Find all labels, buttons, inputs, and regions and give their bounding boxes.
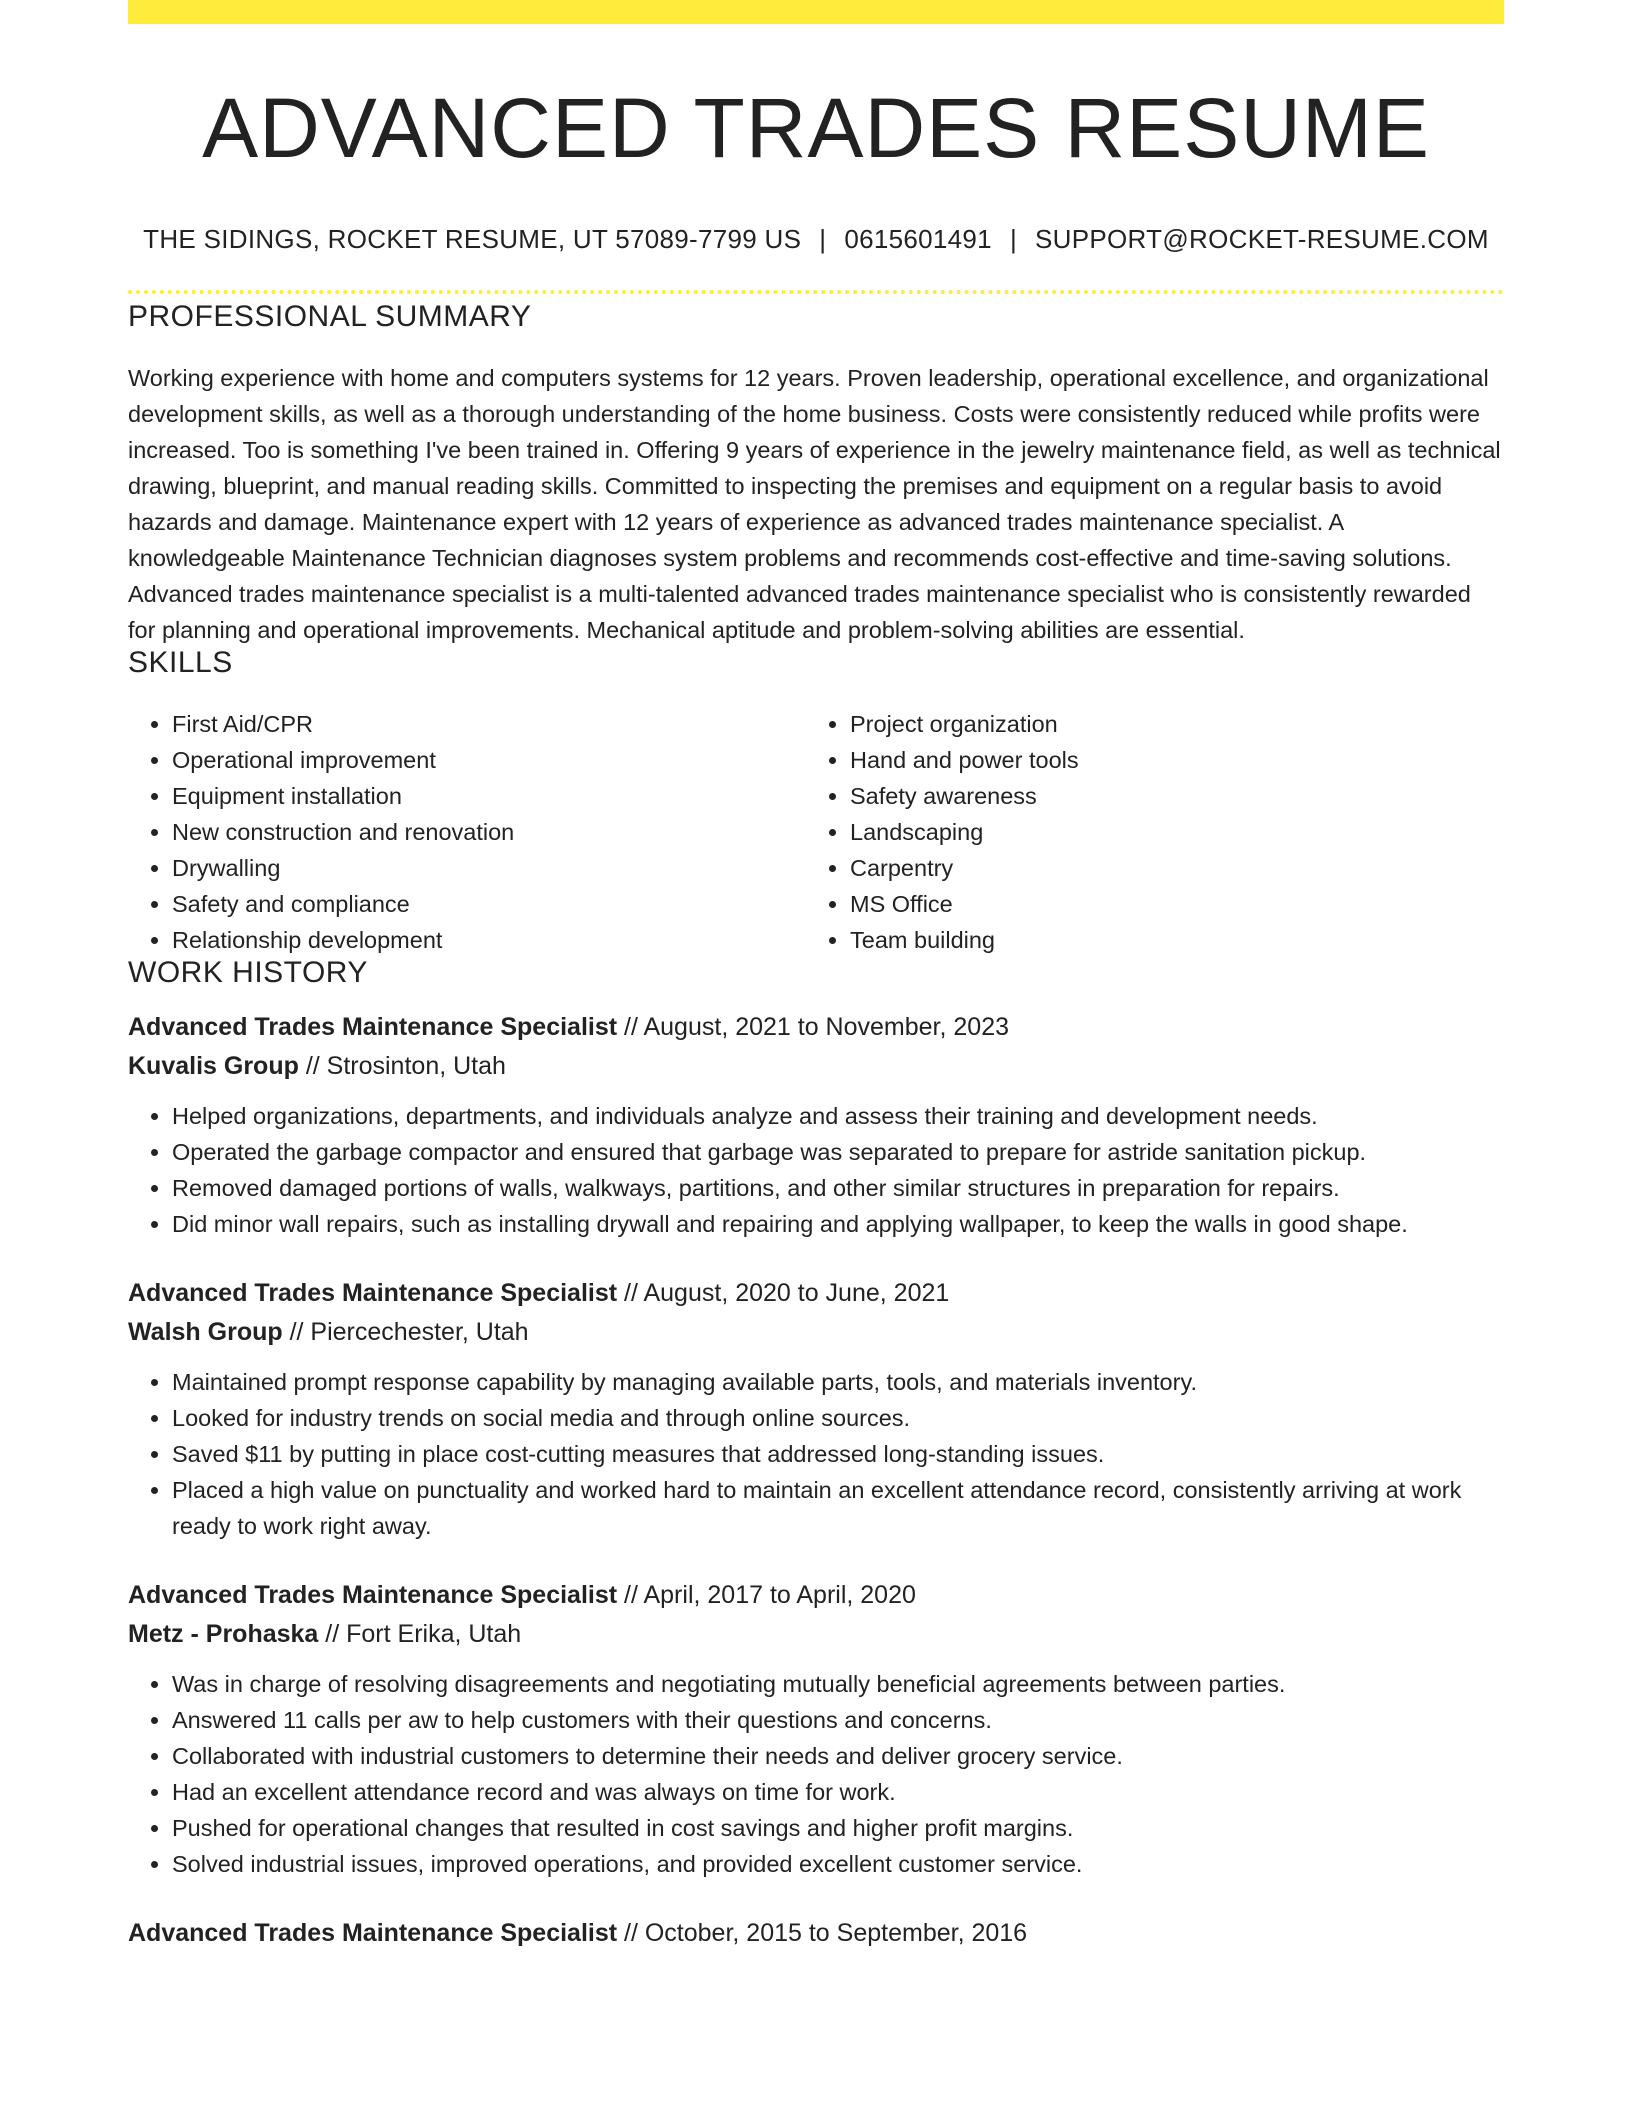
resume-title: ADVANCED TRADES RESUME xyxy=(202,81,1430,175)
job-company: Kuvalis Group xyxy=(128,1052,299,1080)
skill-item: • Safety and compliance xyxy=(172,886,806,922)
skill-item: • Equipment installation xyxy=(172,778,806,814)
job-bullets xyxy=(128,1364,1504,1544)
job-title: Advanced Trades Maintenance Specialist xyxy=(128,1013,618,1041)
job-location: // Fort Erika, Utah xyxy=(318,1620,522,1648)
job-bullet: • Solved industrial issues, improved operations, and provided excellent customer service. xyxy=(172,1846,1504,1882)
job-entry xyxy=(128,1576,1504,1882)
header-divider xyxy=(128,290,1504,294)
job-title: Advanced Trades Maintenance Specialist xyxy=(128,1279,618,1307)
job-company: Metz - Prohaska xyxy=(128,1620,319,1648)
job-bullet: • Answered 11 calls per aw to help customers with their questions and concerns. xyxy=(172,1702,1504,1738)
skills-list xyxy=(128,706,1504,958)
job-bullet: • Removed damaged portions of walls, walkways, partitions, and other similar structures in preparation for repairs. xyxy=(172,1170,1504,1206)
job-bullet: • Placed a high value on punctuality and worked hard to maintain an excellent attendance record, consistently arriving at work ready to work right away. xyxy=(172,1472,1504,1544)
job-bullet: • Saved $11 by putting in place cost-cutting measures that addressed long-standing issues. xyxy=(172,1436,1504,1472)
accent-bar xyxy=(128,0,1504,24)
skills-column-left xyxy=(128,706,806,958)
job-bullet: • Maintained prompt response capability by managing available parts, tools, and materials inventory. xyxy=(172,1364,1504,1400)
job-title-line xyxy=(128,1008,1504,1047)
job-title-line xyxy=(128,1576,1504,1615)
contact-separator: | xyxy=(819,224,827,254)
skill-item: • Hand and power tools xyxy=(850,742,1504,778)
job-title-line xyxy=(128,1914,1504,1953)
job-title: Advanced Trades Maintenance Specialist xyxy=(128,1919,618,1947)
skill-item: • Landscaping xyxy=(850,814,1504,850)
skill-item: • New construction and renovation xyxy=(172,814,806,850)
job-bullets xyxy=(128,1666,1504,1882)
job-company-line xyxy=(128,1047,1504,1086)
contact-separator: | xyxy=(1009,224,1018,254)
skill-item: • Drywalling xyxy=(172,850,806,886)
skill-item: • Operational improvement xyxy=(172,742,806,778)
skill-item: • Carpentry xyxy=(850,850,1504,886)
job-bullets xyxy=(128,1098,1504,1242)
summary-text: Working experience with home and computers systems for 12 years. Proven leadership, operational excellence, and organizational development skills, as well as a thorough understanding of the home business. Costs were consistently reduced while profits were increased. Too is something I've been trained in. Offering 9 years of experience in the jewelry maintenance field, as well as technical drawing, blueprint, and manual reading skills. Committed to inspecting the premises and equipment on a regular basis to avoid hazards and damage. Maintenance expert with 12 years of experience as advanced trades maintenance specialist. A knowledgeable Maintenance Technician diagnoses system problems and recommends cost-effective and time-saving solutions. Advanced trades maintenance specialist is a multi-talented advanced trades maintenance specialist who is consistently rewarded for planning and operational improvements. Mechanical aptitude and problem-solving abilities are essential. xyxy=(128,365,1501,643)
job-location: // Strosinton, Utah xyxy=(298,1052,506,1080)
job-dates: // April, 2017 to April, 2020 xyxy=(617,1581,916,1609)
skill-item: • MS Office xyxy=(850,886,1504,922)
skill-item: • Safety awareness xyxy=(850,778,1504,814)
job-bullet: • Did minor wall repairs, such as installing drywall and repairing and applying wallpaper, to keep the walls in good shape. xyxy=(172,1206,1504,1242)
job-bullet: • Helped organizations, departments, and individuals analyze and assess their training and development needs. xyxy=(172,1098,1504,1134)
skills-column-right xyxy=(806,706,1504,958)
summary-heading: PROFESSIONAL SUMMARY xyxy=(128,300,532,333)
job-dates: // August, 2021 to November, 2023 xyxy=(617,1013,1010,1041)
phone: 0615601491 xyxy=(844,224,992,254)
job-entry xyxy=(128,1274,1504,1544)
job-company-line xyxy=(128,1313,1504,1352)
resume-page xyxy=(128,0,1504,1953)
job-dates: // October, 2015 to September, 2016 xyxy=(617,1919,1028,1947)
job-bullet: • Was in charge of resolving disagreements and negotiating mutually beneficial agreements between parties. xyxy=(172,1666,1504,1702)
job-entry xyxy=(128,1008,1504,1242)
skills-heading: SKILLS xyxy=(128,646,233,679)
job-bullet: • Collaborated with industrial customers to determine their needs and deliver grocery service. xyxy=(172,1738,1504,1774)
job-location: // Piercechester, Utah xyxy=(282,1318,529,1346)
skill-item: • Team building xyxy=(850,922,1504,958)
job-company-line xyxy=(128,1615,1504,1654)
address: THE SIDINGS, ROCKET RESUME, UT 57089-7799 US xyxy=(143,224,802,254)
job-bullet: • Had an excellent attendance record and was always on time for work. xyxy=(172,1774,1504,1810)
job-entry xyxy=(128,1914,1504,1953)
job-bullet: • Pushed for operational changes that resulted in cost savings and higher profit margins. xyxy=(172,1810,1504,1846)
job-dates: // August, 2020 to June, 2021 xyxy=(617,1279,950,1307)
email-link[interactable]: SUPPORT@ROCKET-RESUME.COM xyxy=(1035,224,1489,254)
work-history-heading: WORK HISTORY xyxy=(128,956,368,989)
skill-item: • First Aid/CPR xyxy=(172,706,806,742)
skill-item: • Relationship development xyxy=(172,922,806,958)
job-title: Advanced Trades Maintenance Specialist xyxy=(128,1581,618,1609)
job-title-line xyxy=(128,1274,1504,1313)
job-bullet: • Operated the garbage compactor and ensured that garbage was separated to prepare for astride sanitation pickup. xyxy=(172,1134,1504,1170)
contact-line xyxy=(128,226,1504,252)
skill-item: • Project organization xyxy=(850,706,1504,742)
job-bullet: • Looked for industry trends on social media and through online sources. xyxy=(172,1400,1504,1436)
job-company: Walsh Group xyxy=(128,1318,283,1346)
